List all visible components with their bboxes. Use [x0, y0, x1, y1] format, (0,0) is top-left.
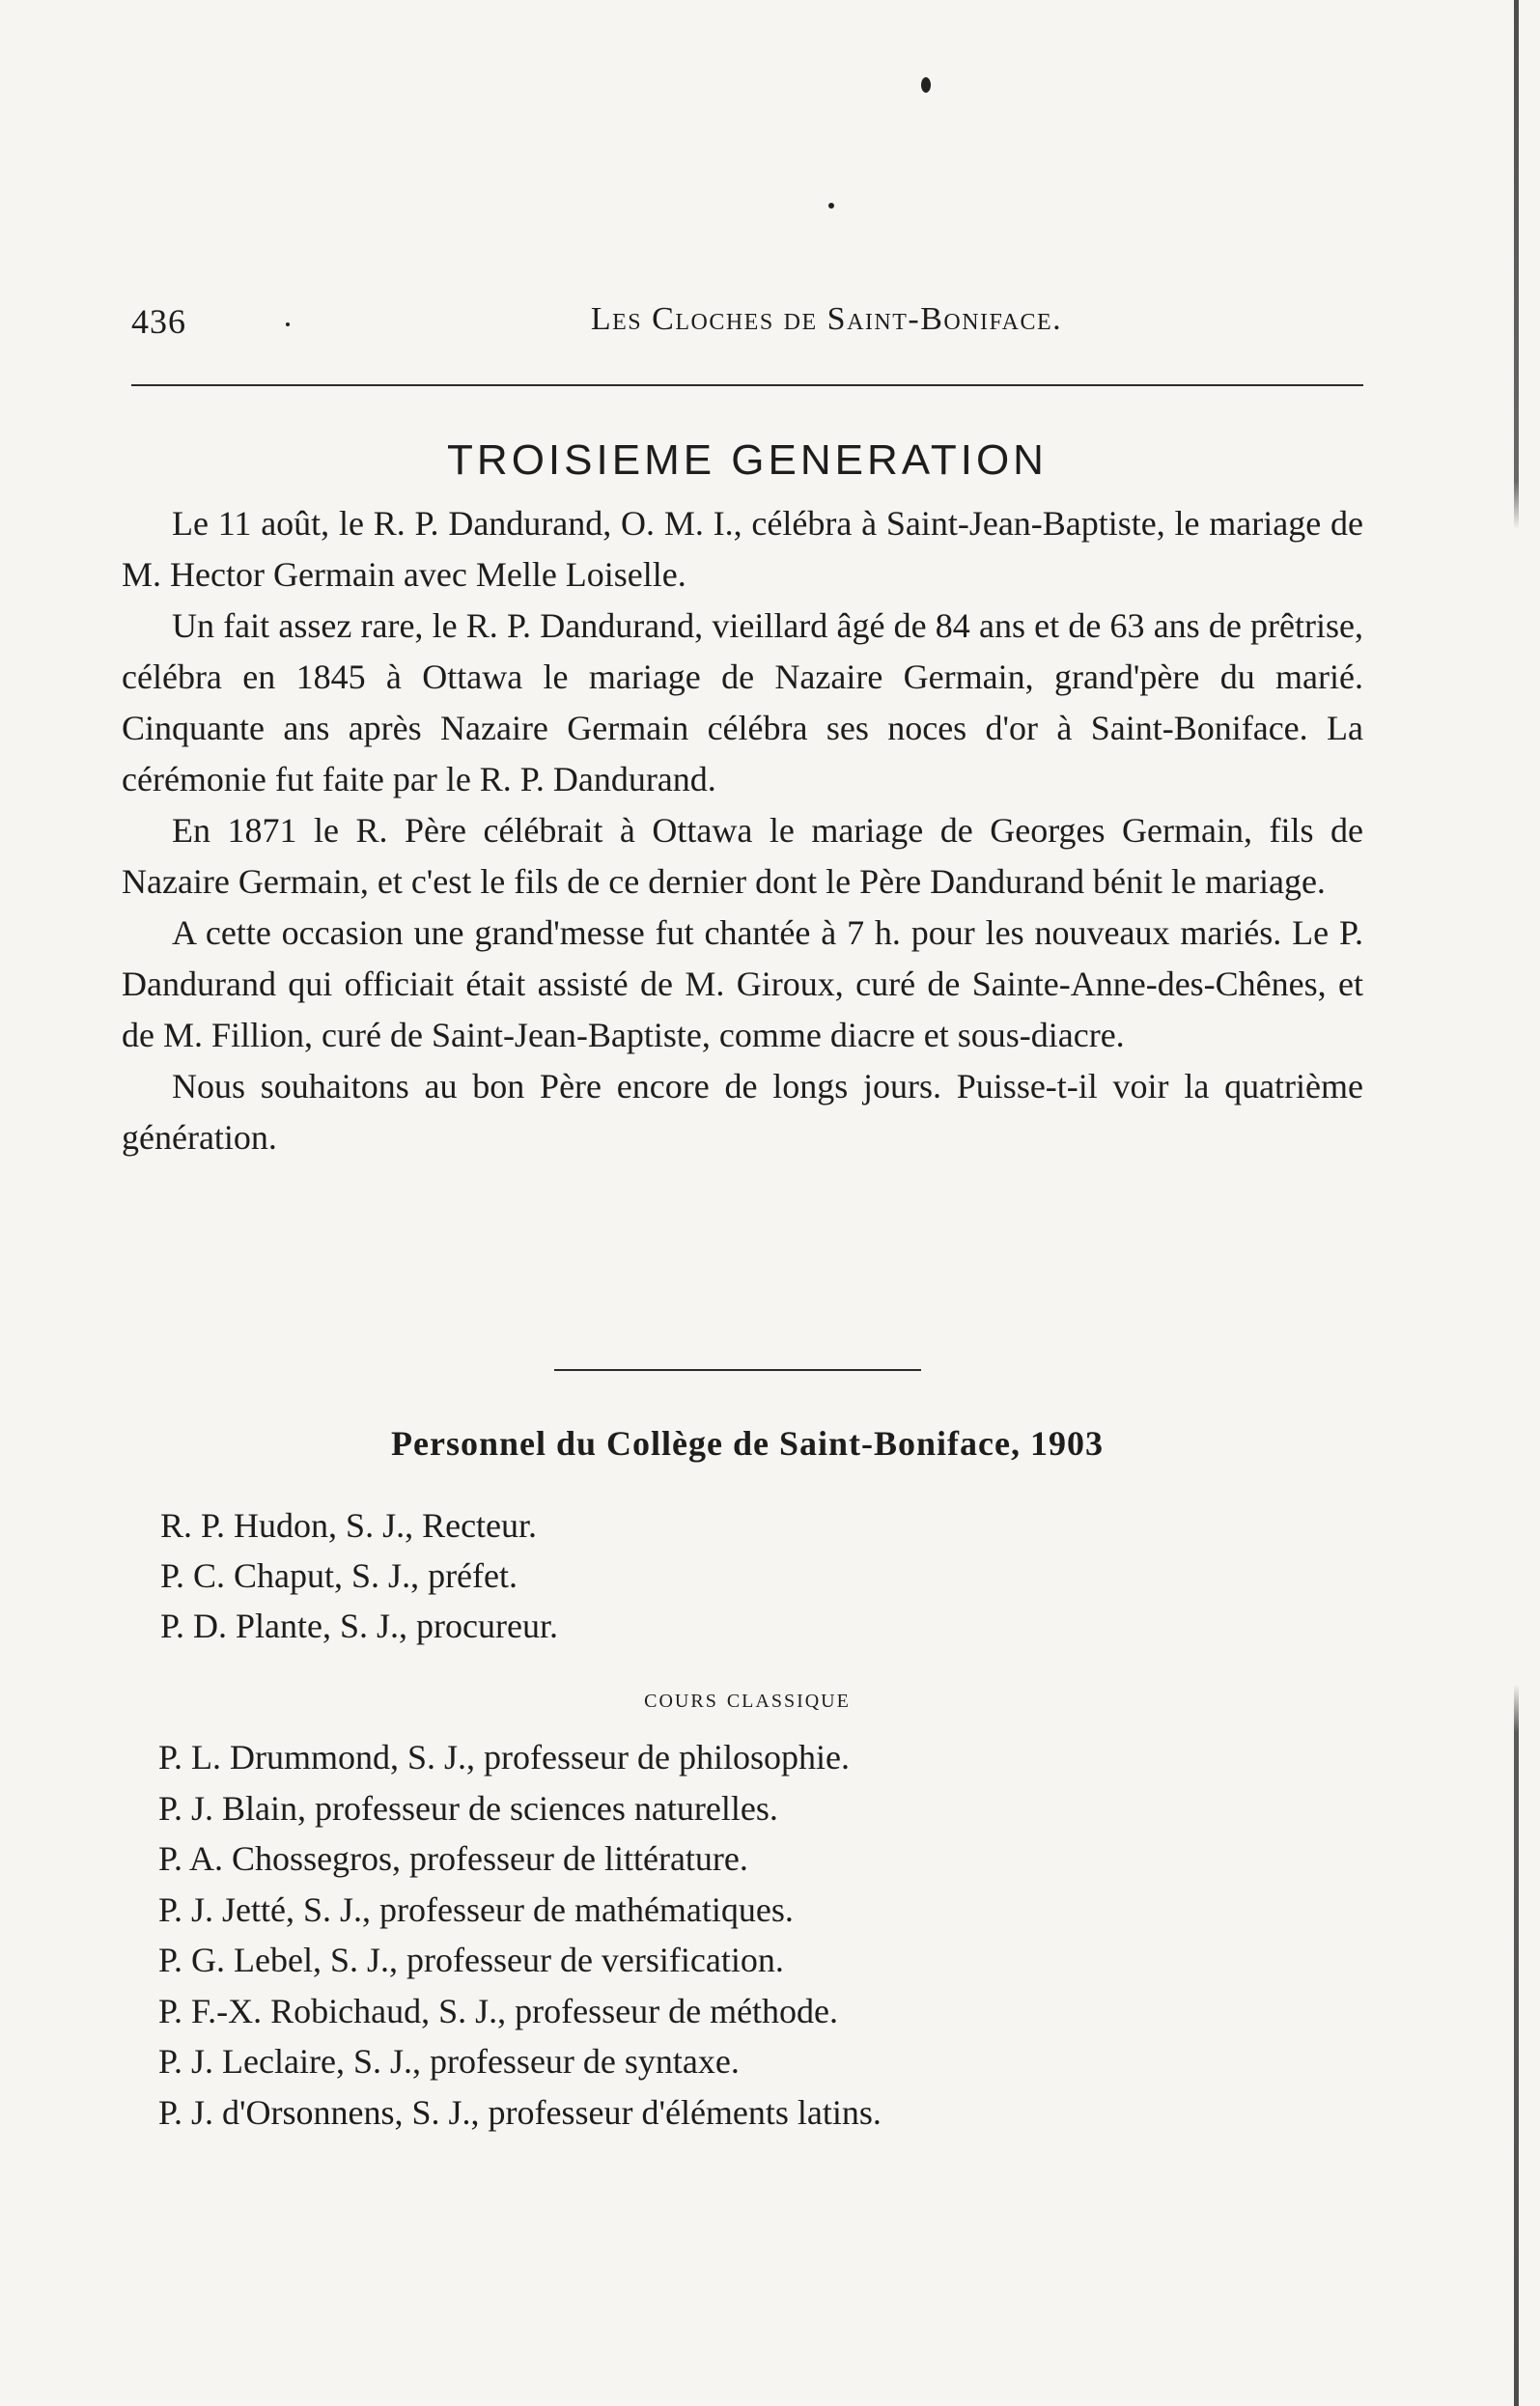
- direction-list: [160, 1500, 1222, 1651]
- scan-speck: [921, 77, 931, 93]
- paragraph: Un fait assez rare, le R. P. Dandurand, vieillard âgé de 84 ans et de 63 ans de prêtrise, célébra en 1845 à Ottawa le mariage de Nazaire Germain, grand'père du marié. Cinquante ans après Nazaire Germain célébra ses noces d'or à Saint-Boniface. La cérémonie fut faite par le R. P. Dandurand.: [122, 606, 1363, 798]
- list-item: P. G. Lebel, S. J., professeur de versification.: [158, 1941, 784, 1979]
- article-body: [122, 498, 1363, 1163]
- classique-heading: cours classique: [644, 1684, 851, 1714]
- list-item: P. J. Leclaire, S. J., professeur de syntaxe.: [158, 2042, 740, 2081]
- paragraph: Le 11 août, le R. P. Dandurand, O. M. I., célébra à Saint-Jean-Baptiste, le mariage de M. Hector Germain avec Melle Loiselle.: [122, 504, 1363, 594]
- page-header: [131, 301, 1363, 359]
- section-divider: [554, 1369, 921, 1371]
- list-item: P. F.-X. Robichaud, S. J., professeur de méthode.: [158, 1991, 839, 2030]
- list-item: P. D. Plante, S. J., procureur.: [160, 1607, 558, 1645]
- paragraph: Nous souhaitons au bon Père encore de longs jours. Puisse-t-il voir la quatrième génération.: [122, 1067, 1363, 1157]
- list-item: P. J. Blain, professeur de sciences naturelles.: [158, 1788, 778, 1828]
- scan-speck: [828, 203, 834, 209]
- list-item: P. J. Jetté, S. J., professeur de mathématiques.: [158, 1889, 794, 1929]
- staff-heading: Personnel du Collège de Saint-Boniface, 1903: [391, 1424, 1104, 1463]
- list-item: P. J. d'Orsonnens, S. J., professeur d'éléments latins.: [158, 2092, 882, 2132]
- running-title: Les Cloches de Saint-Boniface.: [590, 301, 1063, 337]
- header-rule: [131, 384, 1363, 386]
- paragraph: En 1871 le R. Père célébrait à Ottawa le mariage de Georges Germain, fils de Nazaire Germain, et c'est le fils de ce dernier dont le Père Dandurand bénit le mariage.: [122, 811, 1363, 901]
- list-item: R. P. Hudon, S. J., Recteur.: [160, 1506, 538, 1545]
- list-item: P. C. Chaput, S. J., préfet.: [160, 1556, 518, 1595]
- list-item: P. L. Drummond, S. J., professeur de philosophie.: [158, 1738, 850, 1777]
- scan-edge-shadow: [1514, 0, 1519, 2406]
- list-item: P. A. Chossegros, professeur de littérature.: [158, 1839, 748, 1878]
- page-number: 436: [131, 302, 186, 341]
- classique-list: [158, 1732, 1220, 2138]
- section-title: TROISIEME GENERATION: [447, 436, 1048, 484]
- paragraph: A cette occasion une grand'messe fut chantée à 7 h. pour les nouveaux mariés. Le P. Dandurand qui officiait était assisté de M. Giroux, curé de Sainte-Anne-des-Chênes, et de M. Fillion, curé de Saint-Jean-Baptiste, comme diacre et sous-diacre.: [122, 913, 1363, 1054]
